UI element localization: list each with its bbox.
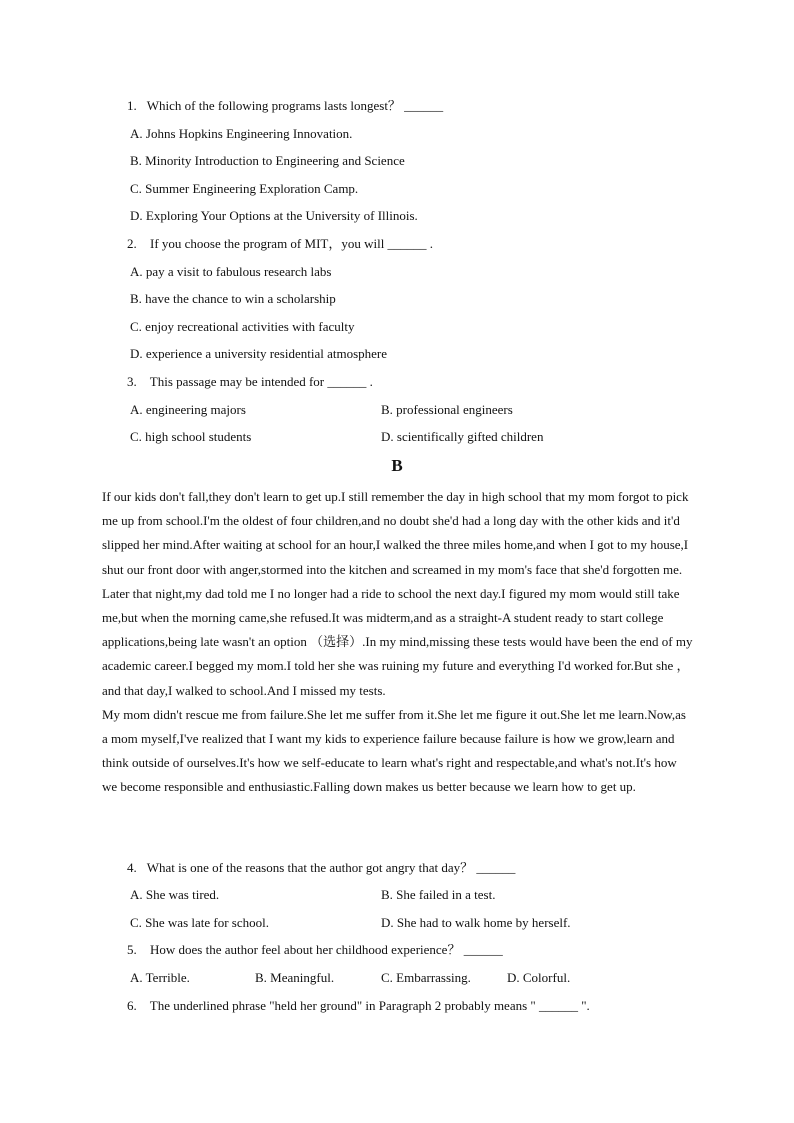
option-5b: B. Meaningful. xyxy=(255,970,335,985)
passage-paragraph-1: If our kids don't fall,they don't learn to get up.I still remember the day in high school that my mom forgot to pick me up from school.I'm the oldest of four children,and no doubt she'd had a long day with the other kids and it'd slipped her mind.After waiting at school for an hour,I walked the three miles home,and when I got to my house,I shut our front door with anger,stormed into the kitchen and screamed in my mom's face that she'd forgotten me. xyxy=(102,489,689,577)
question-text: How does the author feel about her childhood experience？ ______ xyxy=(146,942,503,957)
option-3c: C. high school students xyxy=(130,429,252,444)
option-4d: D. She had to walk home by herself. xyxy=(381,915,571,930)
question-3 xyxy=(127,374,373,390)
question-5 xyxy=(127,942,503,958)
question-text: This passage may be intended for ______ . xyxy=(146,374,373,389)
passage-paragraph-2: Later that night,my dad told me I no longer had a ride to school the next day.I figured my mom would still take me,but when the morning came,she refused.It was midterm,and as a straight-A student ready to start college applications,being late wasn't an option （选择）.In my mind,missing these tests would have been the end of my academic career.I begged my mom.I told her she was ruining my future and everything I'd worked for.But she ，and that day,I walked to school.And I missed my tests. xyxy=(102,585,693,698)
option-1a: A. Johns Hopkins Engineering Innovation. xyxy=(130,126,353,141)
question-number: 2. xyxy=(127,236,137,251)
question-4 xyxy=(127,860,515,876)
option-4a: A. She was tired. xyxy=(130,887,220,902)
question-text: What is one of the reasons that the author got angry that day？ ______ xyxy=(146,860,516,875)
passage xyxy=(102,485,694,800)
option-1d: D. Exploring Your Options at the University of Illinois. xyxy=(130,208,418,223)
option-5d: D. Colorful. xyxy=(507,970,571,985)
option-2a: A. pay a visit to fabulous research labs xyxy=(130,264,332,279)
question-6 xyxy=(127,998,590,1014)
option-5c: C. Embarrassing. xyxy=(381,970,471,985)
question-number: 1. xyxy=(127,98,137,113)
option-3a: A. engineering majors xyxy=(130,402,246,417)
option-3d: D. scientifically gifted children xyxy=(381,429,544,444)
question-number: 6. xyxy=(127,998,137,1013)
question-2 xyxy=(127,236,433,252)
question-1 xyxy=(127,98,443,114)
option-1b: B. Minority Introduction to Engineering and Science xyxy=(130,153,405,168)
question-text: The underlined phrase "held her ground" in Paragraph 2 probably means " ______ ". xyxy=(146,998,590,1013)
option-1c: C. Summer Engineering Exploration Camp. xyxy=(130,181,359,196)
option-2b: B. have the chance to win a scholarship xyxy=(130,291,336,306)
passage-paragraph-3: My mom didn't rescue me from failure.She let me suffer from it.She let me figure it out.She let me learn.Now,as a mom myself,I've realized that I want my kids to experience failure because failure is how we grow,learn and think outside of ourselves.It's how we self-educate to learn what's right and respectable,and what's not.It's how we become responsible and enthusiastic.Falling down makes us better because we learn how to get up. xyxy=(102,706,686,795)
question-number: 4. xyxy=(127,860,137,875)
question-text: If you choose the program of MIT，you will ______ . xyxy=(146,236,434,251)
question-text: Which of the following programs lasts longest？ ______ xyxy=(146,98,444,113)
option-5a: A. Terrible. xyxy=(130,970,190,985)
option-3b: B. professional engineers xyxy=(381,402,513,417)
section-heading: B xyxy=(391,456,403,475)
option-2c: C. enjoy recreational activities with faculty xyxy=(130,319,355,334)
question-number: 3. xyxy=(127,374,137,389)
option-4c: C. She was late for school. xyxy=(130,915,270,930)
option-2d: D. experience a university residential atmosphere xyxy=(130,346,388,361)
question-number: 5. xyxy=(127,942,137,957)
option-4b: B. She failed in a test. xyxy=(381,887,496,902)
